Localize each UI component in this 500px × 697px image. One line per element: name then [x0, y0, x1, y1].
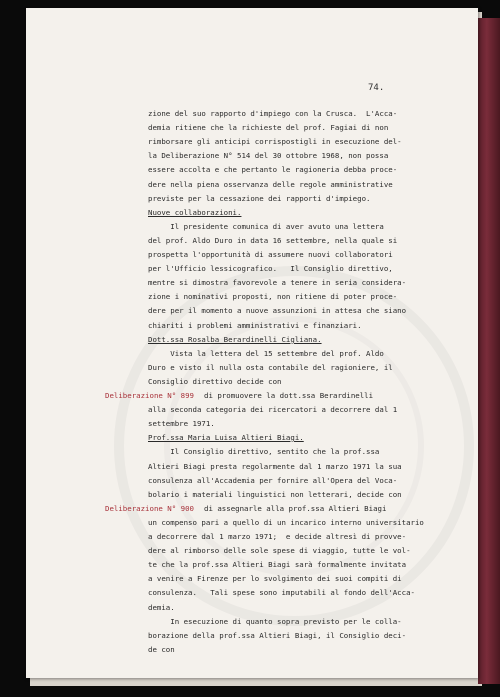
text-line: bolario i materiali linguistici non letterari, decide con: [148, 490, 402, 499]
deliberation-margin-label: Deliberazione N° 899: [105, 391, 194, 400]
text-line: dere nella piena osservanza delle regole amministrative: [148, 180, 393, 189]
text-line: del prof. Aldo Duro in data 16 settembre, nella quale si: [148, 236, 398, 245]
document-page: [26, 8, 478, 678]
text-line: prospetta l'opportunità di assumere nuovi collaboratori: [148, 250, 393, 259]
page-number: 74.: [368, 83, 385, 93]
text-line: te che la prof.ssa Altieri Biagi sarà formalmente invitata: [148, 560, 407, 569]
text-line: zione i nominativi proposti, non ritiene di poter proce-: [148, 292, 398, 301]
text-line: Il presidente comunica di aver avuto una lettera: [148, 222, 384, 231]
text-line: settembre 1971.: [148, 419, 215, 428]
text-line: di promuovere la dott.ssa Berardinelli: [204, 391, 374, 400]
text-line: consulenza all'Accademia per fornire all'Opera del Voca-: [148, 476, 398, 485]
text-line: essere accolta e che pertanto le ragioneria debba proce-: [148, 165, 398, 174]
text-line: borazione della prof.ssa Altieri Biagi, il Consiglio deci-: [148, 631, 407, 640]
section-heading: Nuove collaborazioni.: [148, 208, 242, 217]
section-heading: Dott.ssa Rosalba Berardinelli Cigliana.: [148, 335, 322, 344]
text-line: la Deliberazione N° 514 del 30 ottobre 1968, non possa: [148, 151, 389, 160]
text-line: alla seconda categoria dei ricercatori a decorrere dal 1: [148, 405, 398, 414]
deliberation-margin-label: Deliberazione N° 900: [105, 504, 194, 513]
text-line: a venire a Firenze per lo svolgimento dei suoi compiti di: [148, 574, 402, 583]
text-line: rimborsare gli anticipi corrispostigli in esecuzione del-: [148, 137, 402, 146]
text-line: Altieri Biagi presta regolarmente dal 1 marzo 1971 la sua: [148, 462, 402, 471]
text-line: zione del suo rapporto d'impiego con la Crusca. L'Acca-: [148, 109, 398, 118]
text-line: de con: [148, 645, 175, 654]
text-line: per l'Ufficio lessicografico. Il Consiglio direttivo,: [148, 264, 393, 273]
text-line: Il Consiglio direttivo, sentito che la prof.ssa: [148, 447, 380, 456]
text-line: chiariti i problemi amministrativi e finanziari.: [148, 321, 362, 330]
text-line: a decorrere dal 1 marzo 1971; e decide altresì di provve-: [148, 532, 407, 541]
text-line: previste per la cessazione dei rapporti d'impiego.: [148, 194, 371, 203]
book-binding: [478, 18, 500, 684]
text-line: demia.: [148, 603, 175, 612]
text-line: Duro e visto il nulla osta contabile del ragioniere, il: [148, 363, 393, 372]
text-line: In esecuzione di quanto sopra previsto per le colla-: [148, 617, 402, 626]
text-line: dere al rimborso delle sole spese di viaggio, tutte le vol-: [148, 546, 411, 555]
text-line: dere per il momento a nuove assunzioni in attesa che siano: [148, 306, 407, 315]
text-line: Consiglio direttivo decide con: [148, 377, 282, 386]
text-line: di assegnarle alla prof.ssa Altieri Biagi: [204, 504, 387, 513]
text-line: un compenso pari a quello di un incarico interno universitario: [148, 518, 424, 527]
text-line: demia ritiene che la richieste del prof. Fagiai di non: [148, 123, 389, 132]
section-heading: Prof.ssa Maria Luisa Altieri Biagi.: [148, 433, 304, 442]
text-line: mentre si dimostra favorevole a tenere in seria considera-: [148, 278, 407, 287]
text-line: Vista la lettera del 15 settembre del prof. Aldo: [148, 349, 384, 358]
text-line: consulenza. Tali spese sono imputabili al fondo dell'Acca-: [148, 588, 415, 597]
archive-watermark: [114, 266, 474, 626]
